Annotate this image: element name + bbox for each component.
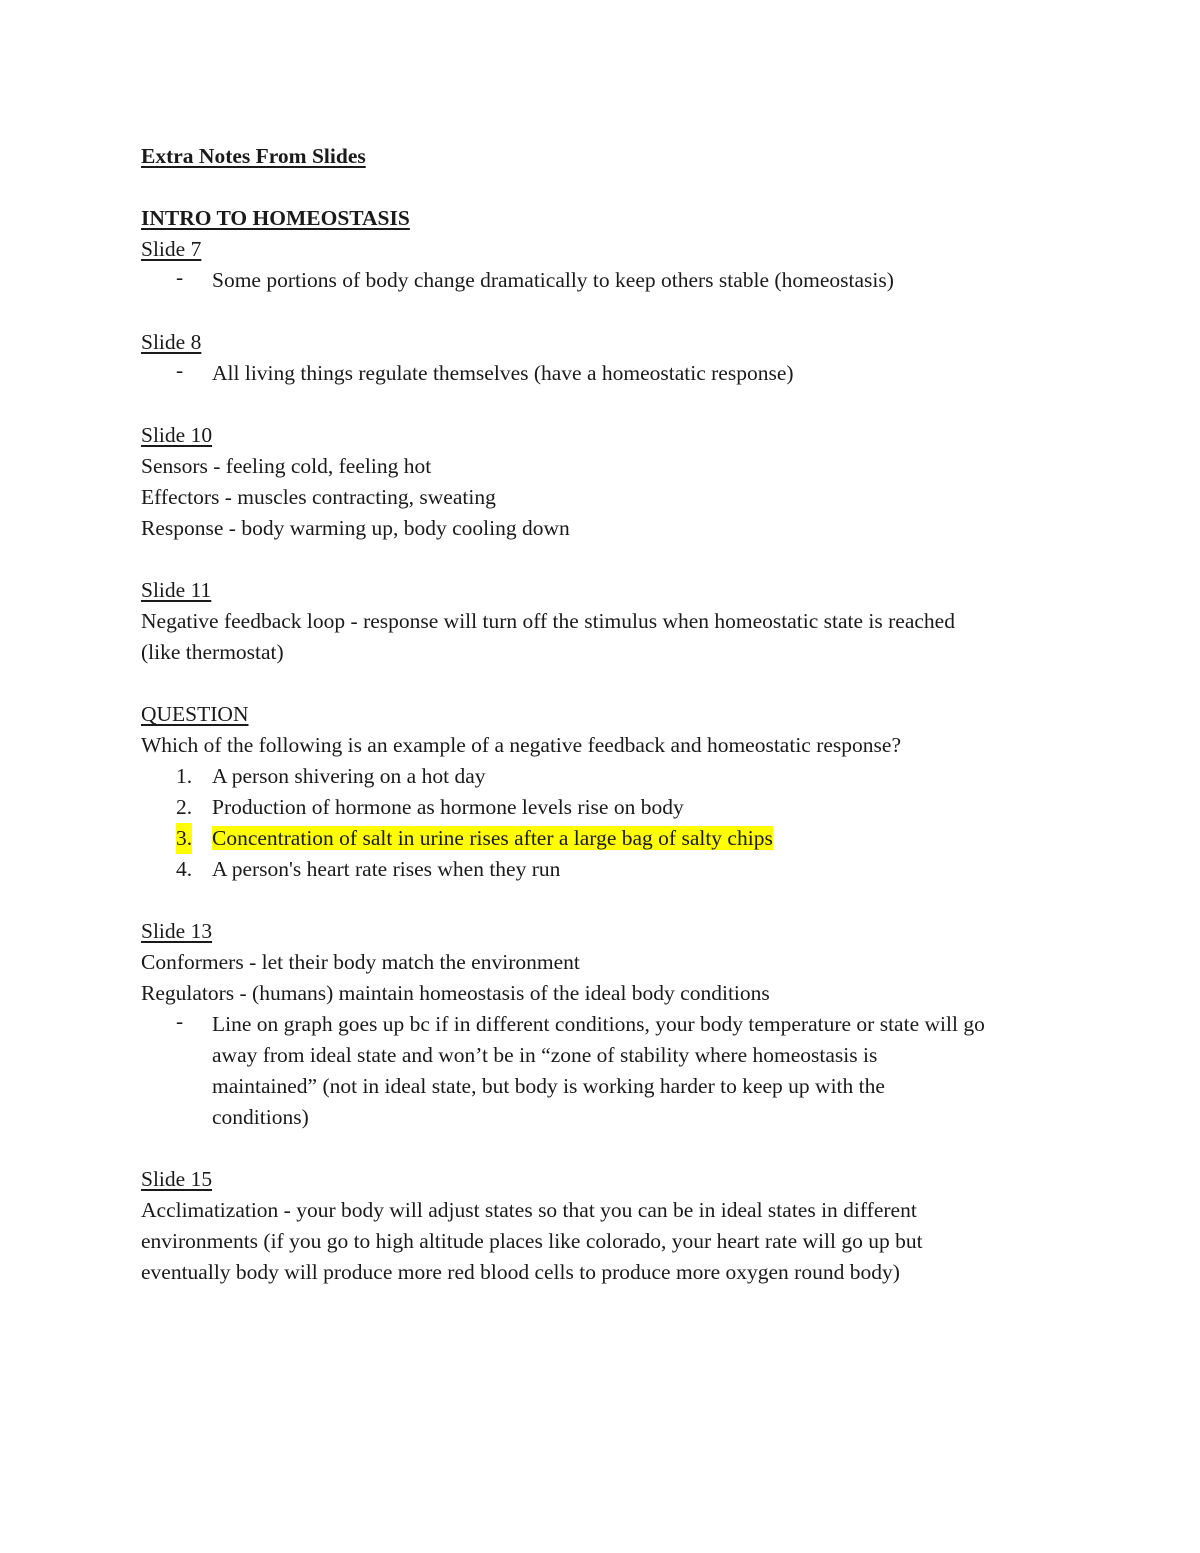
slide7-heading: Slide 7	[141, 237, 202, 261]
option-text: A person shivering on a hot day	[212, 764, 486, 788]
option-number: 2.	[176, 795, 193, 819]
option-text: Production of hormone as hormone levels rise on body	[212, 795, 684, 819]
bullet-text: Some portions of body change dramatically to keep others stable (homeostasis)	[212, 268, 894, 292]
slide11-heading: Slide 11	[141, 578, 212, 602]
question-option	[141, 761, 1071, 792]
bullet-text: All living things regulate themselves (have a homeostatic response)	[212, 361, 794, 385]
slide13-heading: Slide 13	[141, 919, 213, 943]
option-text: A person's heart rate rises when they run	[212, 857, 561, 881]
dash-marker: -	[176, 358, 184, 382]
slide10-line: Sensors - feeling cold, feeling hot	[141, 454, 432, 478]
section-heading: INTRO TO HOMEOSTASIS	[141, 206, 410, 230]
option-text-highlighted: Concentration of salt in urine rises after a large bag of salty chips	[212, 826, 773, 850]
slide7-bullet	[141, 265, 1071, 296]
spacer	[141, 296, 1071, 327]
document-page	[141, 141, 1071, 1288]
slide15-line: Acclimatization - your body will adjust states so that you can be in ideal states in different	[141, 1198, 917, 1222]
slide11-line: (like thermostat)	[141, 640, 284, 664]
slide13-line: Conformers - let their body match the environment	[141, 950, 580, 974]
dash-marker: -	[176, 1009, 184, 1033]
spacer	[141, 172, 1071, 203]
bullet-text-line: away from ideal state and won’t be in “zone of stability where homeostasis is	[212, 1043, 878, 1067]
slide13-line: Regulators - (humans) maintain homeostasis of the ideal body conditions	[141, 981, 770, 1005]
document-title: Extra Notes From Slides	[141, 144, 366, 168]
slide8-bullet	[141, 358, 1071, 389]
option-number: 1.	[176, 764, 193, 788]
spacer	[141, 1133, 1071, 1164]
bullet-text-line: conditions)	[212, 1105, 309, 1129]
slide15-line: eventually body will produce more red blood cells to produce more oxygen round body)	[141, 1260, 900, 1284]
question-prompt: Which of the following is an example of a negative feedback and homeostatic response?	[141, 733, 901, 757]
question-option	[141, 792, 1071, 823]
slide11-line: Negative feedback loop - response will turn off the stimulus when homeostatic state is reached	[141, 609, 955, 633]
question-option	[141, 854, 1071, 885]
slide13-bullet	[141, 1009, 1071, 1133]
question-option-highlighted	[141, 823, 1071, 854]
bullet-text-line: maintained” (not in ideal state, but body is working harder to keep up with the	[212, 1074, 885, 1098]
spacer	[141, 544, 1071, 575]
bullet-text-line: Line on graph goes up bc if in different conditions, your body temperature or state will go	[212, 1012, 985, 1036]
slide10-line: Effectors - muscles contracting, sweating	[141, 485, 496, 509]
spacer	[141, 668, 1071, 699]
slide15-line: environments (if you go to high altitude places like colorado, your heart rate will go up but	[141, 1229, 923, 1253]
slide10-line: Response - body warming up, body cooling down	[141, 516, 570, 540]
option-number: 3.	[176, 823, 192, 854]
slide10-heading: Slide 10	[141, 423, 213, 447]
slide8-heading: Slide 8	[141, 330, 202, 354]
question-heading: QUESTION	[141, 702, 249, 726]
spacer	[141, 885, 1071, 916]
option-number: 4.	[176, 857, 193, 881]
spacer	[141, 389, 1071, 420]
slide15-heading: Slide 15	[141, 1167, 213, 1191]
dash-marker: -	[176, 265, 184, 289]
